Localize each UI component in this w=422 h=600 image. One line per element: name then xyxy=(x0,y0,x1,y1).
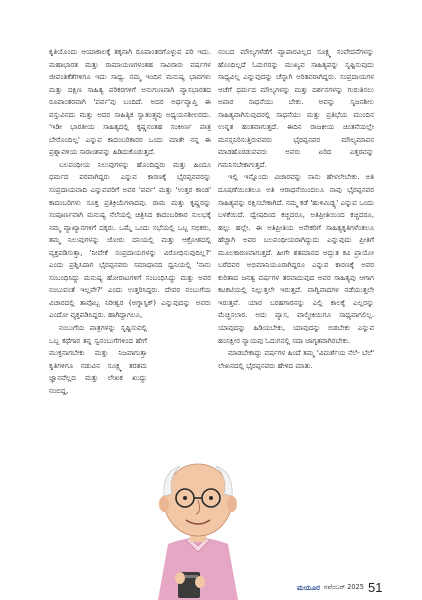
paragraph-2: ಬಲಪಂಥೀಯ ನಿಲುವುಗಳನ್ನು ಹೊಂದಿದ್ದರು ಮತ್ತು ಹಿಂದೂ ಧರ್ಮದ ಪರವಾಗಿದ್ದರು ಎನ್ನುವ ಕಾರಣಕ್ಕೆ ಭೈರಪ್ಪನವರನ್ನು ಸಂಪ್ರದಾಯವಾದಿ ಎನ್ನುವವರಿಗೆ ಅವರ 'ಪರ್ವ' ಮತ್ತು 'ಉತ್ತರ ಕಾಂಡ' ಕಾದಂಬರಿಗಳು ಸೂಕ್ತ ಪ್ರತಿಕ್ರಿಯೆಗಳಾದವು. ರಾಮ ಮತ್ತು ಕೃಷ್ಣರನ್ನು ಸಂಪೂರ್ಣವಾಗಿ ಮನುಷ್ಯ ನೆಲೆಯಲ್ಲಿ ಚಿತ್ರಿಸಿದ ಕಾದಂಬರಿಕಾರ ಸುಲಭಕ್ಕೆ ನಮ್ಮ ವ್ಯಾಖ್ಯಾನಗಳಿಗೆ ದಕ್ಕರು. ಒಮ್ಮೆ ಒಂದು ಸಭೆಯಲ್ಲಿ ಒಬ್ಬ ಸಭಿಕರು, ತಮ್ಮ ನಿಲುವುಗಳನ್ನು ಜೋರು ದನಿಯಲ್ಲಿ ಮತ್ತು ಆಕ್ರೋಶದಲ್ಲಿ ವ್ಯಕ್ತಪಡಿಸುತ್ತಾ, 'ನೀವೇಕೆ ಸಂಪ್ರದಾಯಗಳನ್ನು ವಿರೋಧಿಸುವುದಿಲ್ಲ?' ಎಂದು ಪ್ರಶ್ನಿಸಿದಾಗ ಭೈರಪ್ಪನವರು ಸಮಾಧಾನದ ಧ್ವನಿಯಲ್ಲಿ 'ನಾನು ಸಂಬಂಧಿಸಿದ್ದು ಮನುಷ್ಯ ಹೋರಾಟಗಳಿಗೆ ಸಂಬಂಧಿಸಿದ್ದು ಮತ್ತು ಅವರ ನಂಬುವಂತೆ ಇಲ್ಲವೇ?' ಎಂದು ಉತ್ತರಿಸಿದ್ದರು. ದೇವರ ನಂಬುಗೆಯ ವಿಚಾರದಲ್ಲಿ ತಾವೊಬ್ಬ ನಿರೀಶ್ವರ (ಅಗ್ನಾಸ್ಟಿಕ್) ಎನ್ನುವುದನ್ನು ಅವರು ಎಂದೋ ವ್ಯಕ್ತಪಡಿಸಿದ್ದರು. ಹಾಗಿದ್ದಾಗಲೂ, xyxy=(49,159,211,320)
page-number: 51 xyxy=(367,580,383,595)
caricature-portrait xyxy=(150,448,246,600)
paragraph-4: ನಂಬದ ಮೌಲ್ಯಗಳೆಡೆಗೆ ವ್ಯಾಪಾರವಿಲ್ಲದ ಸೂಕ್ಷ್ಮ ಸಂವೇದನೆಗಳನ್ನು ಹೊಂದಿಲ್ಲದೆ ಓದುಗರನ್ನು ಮುಖ್ಯವ ಸಾಹಿತ್ಯವನ್ನು ಸೃಷ್ಟಿಸುವುದು ಸಾಧ್ಯವಿಲ್ಲ ಎನ್ನುವುದನ್ನು ಚೆನ್ನಾಗಿ ಅರಿತವರಾಗಿದ್ದರು. ಸಂಪ್ರದಾಯಗಳ ಆಚೆಗೆ ಧರ್ಮದ ಮೌಲ್ಯಗಳನ್ನು ಮತ್ತು ದರ್ಶನಗಳನ್ನು ಗುರುತಿಸಲು ಅಪಾರ ಸಾಧನೆಯು ಬೇಕು. ಅವನ್ನು ಸೃಜನಶೀಲ ಸಾಹಿತ್ಯವಾಗಿಸುವುದರಲ್ಲಿ ಸಾಧನೆಯು ಮತ್ತು ಪ್ರತಿಭೆಯ ಮುಂದಿನ ಉನ್ನತ ಹಂತವಾಗುತ್ತದೆ. ಈದಿನ ರಾಜಕೀಯ ಚಿಂತನೆಯಲ್ಲೇ ಮನಸ್ಸನಿರಿಸುತ್ತಿರುವವರು ಭೈರಪ್ಪನವರ ಮೌಲ್ಯಮಾಪನ ಮಾಡಹೊರಡುವವರು ಅವರು ಏರಿದ ಎತ್ತರವನ್ನು ಗಮನಿಸಬೇಕಾಗುತ್ತದೆ. xyxy=(218,47,374,169)
right-column xyxy=(218,46,374,372)
paragraph-5: ಇಲ್ಲಿ ಇನ್ನೊಂದು ವಿಚಾರವನ್ನು ನಾನು ಹೇಳಲೇಬೇಕು. ಅತಿ ದೂಷಣೆಯಿಂತಲೂ ಅತಿ ಆರಾಧನೆಯಿಂದಲೂ ನಾವು ಭೈರಪ್ಪನವರ ಸಾಹಿತ್ಯವನ್ನು ರಕ್ಷಿಸಬೇಕಾಗಿದೆ. ನಮ್ಮ ಕಡೆ 'ಹುಳಿಮಿಡ್ದ್ಲ' ಎನ್ನುವ ಒಂದು ಬಳಕೆಯಿದೆ. ದ್ವೇಷದಿಂದ ಕಚ್ಚಿದರೂ, ಅತಿಪ್ರೀತಿಯಿಂದ ಕಚ್ಚಿದರೂ, ಹಲ್ಲು ಹಲ್ಲೇ. ಈ ಅತಿಪ್ರೀತಿಯ ಅನೇಕರಿಗೆ ಸಾಹಿತ್ಯಕೃತಿಗಳೆಂತಲೂ ಹೆಚ್ಚಾಗಿ ಅವರ ಬಲಪಂಥೀಯರಾಗಿದ್ದುದು ಎನ್ನುವುದು ಪ್ರೀತಿಗೆ ಮೂಲಕಾರಣವಾಗುತ್ತದೆ. ಹೀಗೇ ಶತಮಾನದ ಅದ್ಭುತ ಕವಿ ಪ್ರಾಯೋ ಬರೆದವರ ಅಭಿಮಾನಿಯೂರಾಗಿದ್ದರೂ ಎನ್ನುವ ಕಾರಣಕ್ಕೆ ಅವರ ಕುರಿತಾದ ಜನತ್ವ ವರ್ಷಗಳ ತರವಾದುವುದ ಅವರ ಸಾಹಿತ್ಯವು ಆಗಾಗ ಕಟಕಟಿಯಲ್ಲಿ ನಿಲ್ಲುತ್ತಲೇ ಇರುತ್ತದೆ. ವಾಗ್ವಿವಾದಗಳ ನಡೆಯುತ್ತಲೇ ಇರುತ್ತವೆ. ಯಾರ ಬರಹಗಾರನನ್ನು ಎಲ್ಲಿ ಕಾಲಕ್ಕೆ ಎಲ್ಲರನ್ನು ಮೆಚ್ಚಿಸಲಾರ. ಅದು ವ್ಯಾಸ, ವಾಲ್ಮೀಕಿಯಿಗೂ ಸಾಧ್ಯವಾಗಲಿಲ್ಲ. ಯಾವುದನ್ನು ಹಿಡಿಯಬೇಕು, ಯಾವುದನ್ನು ಬಿಡಬೇಕು ಎನ್ನುವ ಹಂಸಕ್ಷೀರ ನ್ಯಾಯವು ಓದುಗನಲ್ಲಿ ಸದಾ ಜಾಗೃತವಾಗಿರಬೇಕು. xyxy=(218,172,374,345)
paragraph-1: ಕೃತಿಯೊಂದು ಆಯಾಕಾಲಕ್ಕೆ ತಕ್ಕನಾಗಿ ರೂಪಾಂತರಗೊಳ್ಳುವ ಪರಿ ಇದು. ಮಹಾಭಾರತ ಮತ್ತು ರಾಮಾಯಣಗಳಂತಹ ಸಾವಿರಾರು ವರ್ಷಗಳ ಜೀವಂತಿಕೆತೆಗಳಿಗೂ ಇದು ಸಾಧ್ಯ. ನಮ್ಮ ಇಂದಿನ ಮನುಷ್ಯ ಭಾವಗಳು ಮತ್ತು ದಕ್ಷಿಣ ಸಾಹಿತ್ಯ ಪರಿಕರಗಳಿಗೆ ಅನುಗುಣವಾಗಿ ವ್ಯಾಸಭಾರತದ ರೂಪಾಂತರವಾಗಿ 'ಪರ್ವ'ವು ಬಂದಿದೆ. ಅದರ ಅರ್ಥವ್ಯಾಪ್ತಿ ಈ ವಸ್ತುವಿನದು ಮತ್ತು ಅದರ ಸಾಹಿತ್ಯಿಕ ಸ್ವಾತಂತ್ರ್ಯವು ಅಧ್ಯಯನಶೀಲರದು. 'ಇಡೀ ಭಾರತೀಯ ಸಾಹಿತ್ಯದಲ್ಲಿ ಕೃಷ್ಣನಂತಹ ಸಂಕೀರ್ಣ ಪಾತ್ರ ಬೇರೊಂದಿಲ್ಲ' ಎನ್ನುವ ಕಾದಂಬರಿಕಾರರ ಒಂದು ಮಾತೇ ನನ್ನ ಈ ಪ್ರಶ್ನಾವಳಿಯ ಸಾರಾಂಶವನ್ನು ಹಿಡಿದುಕೊಡುತ್ತದೆ. xyxy=(49,47,211,157)
right-eye xyxy=(209,496,213,500)
page-footer xyxy=(297,580,382,595)
hand-right xyxy=(195,576,205,588)
issue-date: ನವೆಂಬರ್ 2025 xyxy=(323,583,364,591)
left-eye xyxy=(183,496,187,500)
right-ear xyxy=(227,496,237,512)
paragraph-6: ಮಾಡಬೇಕಾದ್ದು ವರ್ಷಗಳ ಹಿಂದೆ ತಮ್ಮ 'ವಿಮರ್ಶೆಯ ನೆಲೆ- ಬೆಲೆ' ಲೇಖನದಲ್ಲಿ ಭೈರಪ್ಪನವರು ಹೇಳಿದ ಮಾತು. xyxy=(218,348,374,370)
magazine-brand: ಮಯೂರ xyxy=(297,582,320,592)
left-column xyxy=(49,46,211,397)
left-ear xyxy=(159,496,169,512)
hand-left xyxy=(175,572,185,584)
paragraph-3-narrow: ನಂಬುಗೆಯ ಪಾತ್ರಗಳನ್ನು ಸೃಷ್ಟಿಸುವಲ್ಲಿ ಒಬ್ಬ ಕಥೆಗಾರ ತನ್ನ ಸ್ವನಂಬುಗೆಗಳಿಂದ ಹೇಗೆ ಮುಕ್ತನಾಗಬೇಕು ಮತ್ತು ನಿಜವಾಗುತ್ತಾ ಕೃತಿಗಳಿಗೂ ನಡುವಿನ ಸೂಕ್ಷ್ಮ ತರತಮ ಜ್ಞಾನವೆಲ್ಲದ ಮತ್ತು ಲೇಖಕ ಖುದ್ದು ನಂಬಿದ್ದ, xyxy=(49,323,147,395)
